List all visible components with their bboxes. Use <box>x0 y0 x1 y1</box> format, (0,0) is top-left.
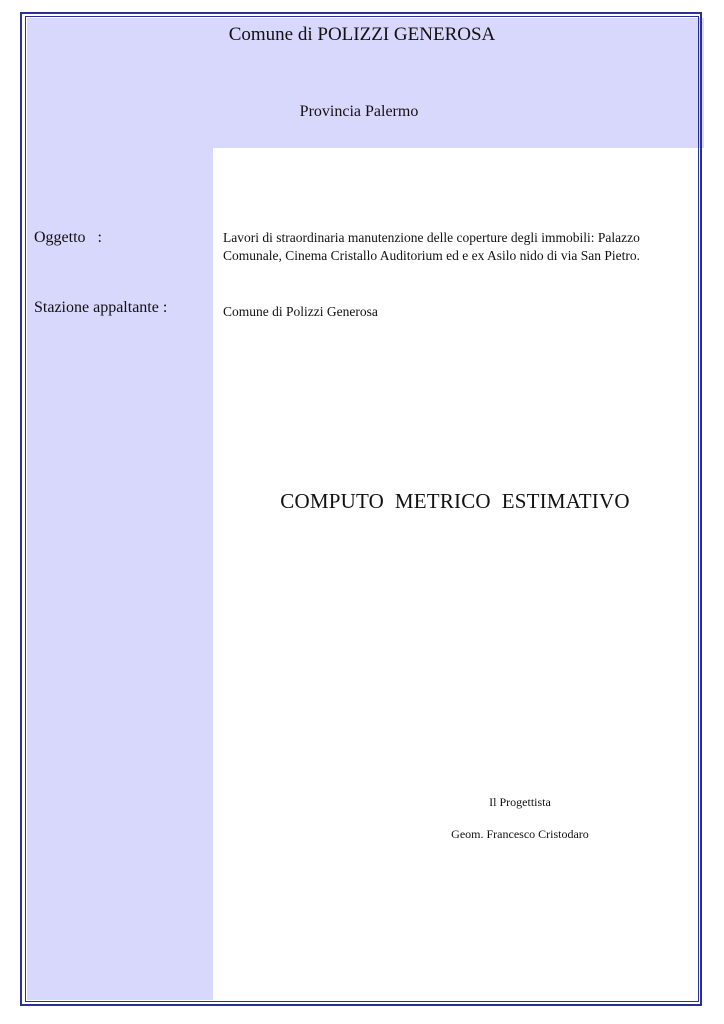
municipality-title: Comune di POLIZZI GENEROSA <box>228 24 496 45</box>
signature-role: Il Progettista <box>489 795 551 809</box>
document-title: COMPUTO METRICO ESTIMATIVO <box>280 489 630 513</box>
stazione-appaltante-label: Stazione appaltante : <box>34 299 168 316</box>
stazione-appaltante-value: Comune di Polizzi Generosa <box>223 304 378 319</box>
province-subtitle: Provincia Palermo <box>299 103 419 120</box>
oggetto-value: Lavori di straordinaria manutenzione delle coperture degli immobili: Palazzo Comunale, Cinema Cristallo Auditorium ed e ex Asilo nido di via San Pietro. <box>223 230 640 263</box>
signature-name: Geom. Francesco Cristodaro <box>451 827 589 841</box>
oggetto-label: Oggetto : <box>34 229 102 246</box>
